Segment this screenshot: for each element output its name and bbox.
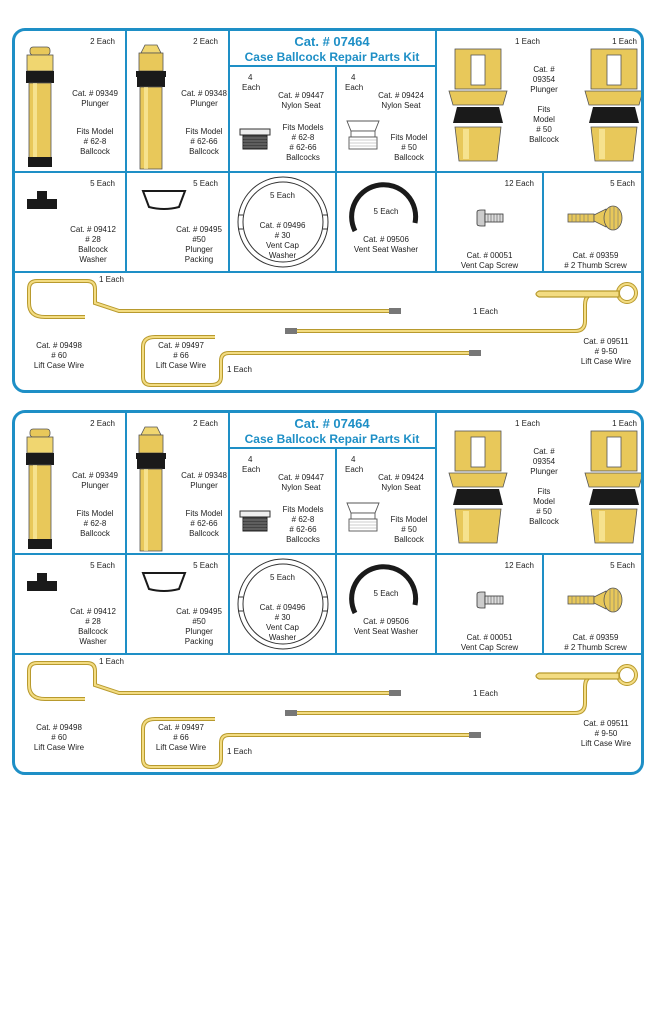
model-type: Ballcock [394, 535, 424, 544]
part-nylon-seat-09424 [337, 67, 435, 171]
quantity-label: 1 Each [515, 37, 540, 46]
packing-image [141, 571, 187, 593]
part-plunger-09354 [437, 413, 644, 553]
quantity-label: 1 Each [473, 307, 498, 316]
part-name: Ballcock [78, 627, 108, 636]
fits-label: Fits Model [76, 127, 114, 136]
size-number: #50 [192, 235, 206, 244]
lift-wire-image [15, 273, 644, 393]
fits-label: Fits Models [282, 123, 324, 132]
quantity-label: 5 Each [90, 179, 115, 188]
catalog-number: Cat. # 09447 [278, 473, 324, 482]
part-name: Plunger [81, 481, 109, 490]
size-number: # 30 [274, 613, 291, 622]
quantity-word: Each [242, 465, 261, 474]
quantity-number: 4 [351, 73, 356, 82]
catalog-number: Cat. # 00051 [466, 251, 513, 260]
plunger-image [23, 427, 57, 551]
size-number: # 9-50 [594, 347, 618, 356]
fits-label: Fits Model [390, 515, 428, 524]
kit-title: Case Ballcock Repair Parts Kit [244, 50, 420, 64]
catalog-number: Cat. # 09498 [36, 341, 82, 350]
model-number: # 50 [401, 143, 417, 152]
fits-label: Fits [537, 105, 551, 114]
part-lift-case-wires [15, 655, 644, 775]
size-number: # 30 [274, 231, 291, 240]
part-vent-cap-screw-00051 [437, 173, 542, 271]
part-plunger-09348 [127, 31, 228, 171]
plunger-image [23, 45, 57, 169]
part-thumb-screw-09359 [544, 173, 644, 271]
part-name: Nylon Seat [381, 101, 421, 110]
part-name: Vent Cap [266, 623, 299, 632]
quantity-label: 5 Each [610, 561, 635, 570]
part-name: # 2 Thumb Screw [564, 261, 627, 270]
quantity-label: 1 Each [99, 657, 124, 666]
fits-label: Fits [537, 487, 551, 496]
screw-image [475, 591, 505, 609]
washer-image [27, 573, 57, 593]
part-name: # 2 Thumb Screw [564, 643, 627, 652]
parts-kit-card [12, 410, 644, 775]
part-lift-case-wires [15, 273, 644, 393]
model-type: Ballcock [529, 517, 559, 526]
part-name: Nylon Seat [281, 483, 321, 492]
model-number: # 62-8 [83, 519, 107, 528]
part-name: Vent Cap Screw [460, 261, 519, 270]
part-name: Washer [79, 255, 107, 264]
size-number: # 28 [85, 235, 101, 244]
quantity-number: 4 [248, 73, 253, 82]
quantity-label: 5 Each [373, 589, 399, 598]
part-name: Packing [184, 637, 214, 646]
catalog-number: Cat. # 09511 [583, 719, 629, 728]
fits-label: Fits Model [185, 127, 223, 136]
catalog-number: Cat. # 09424 [378, 473, 424, 482]
catalog-number: Cat. # 09495 [176, 607, 222, 616]
nylon-seat-image [238, 509, 272, 533]
quantity-label: 1 Each [473, 689, 498, 698]
model-type: Ballcock [189, 147, 219, 156]
part-name: Lift Case Wire [155, 361, 207, 370]
plunger-image [133, 43, 169, 171]
part-name: Lift Case Wire [155, 743, 207, 752]
model-type: Ballcock [80, 529, 110, 538]
quantity-number: 4 [351, 455, 356, 464]
size-number: # 28 [85, 617, 101, 626]
catalog-number: Cat. # 09495 [176, 225, 222, 234]
size-number: # 60 [51, 351, 67, 360]
kit-title: Case Ballcock Repair Parts Kit [244, 432, 420, 446]
kit-catalog-number: Cat. # 07464 [294, 416, 370, 431]
size-number: # 66 [173, 351, 189, 360]
part-name: Plunger [190, 481, 218, 490]
fits-label: Fits Models [282, 505, 324, 514]
model-number: # 62-66 [289, 143, 317, 152]
catalog-number: Cat. # 09412 [70, 225, 116, 234]
catalog-number: Cat. # 09498 [36, 723, 82, 732]
quantity-label: 1 Each [515, 419, 540, 428]
part-name: Plunger [185, 245, 213, 254]
part-name: Washer [79, 637, 107, 646]
part-name: Vent Cap Screw [460, 643, 519, 652]
catalog-number: Cat. # 09412 [70, 607, 116, 616]
quantity-number: 4 [248, 455, 253, 464]
catalog-number: Cat. # 09506 [363, 617, 409, 626]
size-number: # 9-50 [594, 729, 618, 738]
fits-label: Fits Model [76, 509, 114, 518]
catalog-number: Cat. # 09511 [583, 337, 629, 346]
catalog-number: Cat. # 09359 [572, 633, 619, 642]
model-type: Ballcock [394, 153, 424, 162]
catalog-number: Cat. # [533, 65, 555, 74]
washer-image [27, 191, 57, 211]
model-type: Ballcock [529, 135, 559, 144]
catalog-number: 09354 [532, 75, 556, 84]
catalog-number: Cat. # 09348 [181, 471, 227, 480]
model-type: Ballcock [80, 147, 110, 156]
model-number: # 50 [536, 125, 552, 134]
fits-label: Model [533, 115, 555, 124]
part-vent-seat-washer-09506 [337, 555, 435, 653]
quantity-label: 5 Each [193, 561, 218, 570]
quantity-word: Each [345, 465, 364, 474]
part-vent-cap-washer-09496 [230, 173, 335, 271]
part-name: Plunger [190, 99, 218, 108]
plunger-image [447, 429, 509, 547]
quantity-label: 1 Each [99, 275, 124, 284]
quantity-label: 5 Each [193, 179, 218, 188]
catalog-number: Cat. # 09359 [572, 251, 619, 260]
plunger-image [447, 47, 509, 165]
part-vent-seat-washer-09506 [337, 173, 435, 271]
part-name: Ballcock [78, 245, 108, 254]
quantity-word: Each [242, 83, 261, 92]
model-number: # 62-66 [190, 519, 218, 528]
quantity-label: 5 Each [270, 573, 295, 582]
model-type: Ballcock [189, 529, 219, 538]
part-ballcock-washer-09412 [15, 555, 125, 653]
part-thumb-screw-09359 [544, 555, 644, 653]
catalog-number: Cat. # 00051 [466, 633, 513, 642]
quantity-label: 1 Each [612, 419, 637, 428]
part-name: Vent Cap [266, 241, 299, 250]
quantity-label: 2 Each [193, 37, 218, 46]
model-number: # 50 [401, 525, 417, 534]
quantity-word: Each [345, 83, 364, 92]
plunger-image [583, 429, 644, 547]
quantity-label: 5 Each [373, 207, 399, 216]
plunger-image [583, 47, 644, 165]
parts-kit-card [12, 28, 644, 393]
part-name: Nylon Seat [281, 101, 321, 110]
part-nylon-seat-09424 [337, 449, 435, 553]
quantity-label: 1 Each [612, 37, 637, 46]
size-number: # 66 [173, 733, 189, 742]
model-number: # 62-66 [289, 525, 317, 534]
catalog-number: Cat. # 09496 [259, 603, 306, 612]
model-number: # 62-8 [291, 515, 315, 524]
catalog-number: Cat. # 09497 [158, 723, 204, 732]
part-name: Washer [268, 633, 297, 642]
nylon-seat-image [343, 501, 383, 535]
part-plunger-packing-09495 [127, 173, 228, 271]
part-plunger-packing-09495 [127, 555, 228, 653]
kit-catalog-number: Cat. # 07464 [294, 34, 370, 49]
part-name: Packing [184, 255, 214, 264]
part-plunger-09354 [437, 31, 644, 171]
packing-image [141, 189, 187, 211]
part-name: Vent Seat Washer [353, 627, 419, 636]
fits-label: Fits Model [390, 133, 428, 142]
catalog-number: Cat. # 09424 [378, 91, 424, 100]
part-vent-cap-washer-09496 [230, 555, 335, 653]
part-ballcock-washer-09412 [15, 173, 125, 271]
catalog-number: Cat. # 09497 [158, 341, 204, 350]
catalog-number: Cat. # [533, 447, 555, 456]
quantity-label: 5 Each [270, 191, 295, 200]
catalog-number: Cat. # 09349 [72, 471, 118, 480]
part-name: Plunger [530, 467, 558, 476]
size-number: #50 [192, 617, 206, 626]
part-name: Lift Case Wire [580, 739, 632, 748]
catalog-number: Cat. # 09349 [72, 89, 118, 98]
quantity-label: 1 Each [227, 747, 252, 756]
catalog-number: 09354 [532, 457, 556, 466]
model-number: # 62-8 [291, 133, 315, 142]
thumb-screw-image [566, 205, 624, 231]
part-vent-cap-screw-00051 [437, 555, 542, 653]
part-name: Washer [268, 251, 297, 260]
fits-label: Model [533, 497, 555, 506]
quantity-label: 5 Each [610, 179, 635, 188]
part-name: Plunger [81, 99, 109, 108]
quantity-label: 2 Each [193, 419, 218, 428]
model-type: Ballcocks [286, 153, 320, 162]
lift-wire-image [15, 655, 644, 775]
nylon-seat-image [238, 127, 272, 151]
quantity-label: 12 Each [504, 179, 534, 188]
fits-label: Fits Model [185, 509, 223, 518]
nylon-seat-image [343, 119, 383, 153]
catalog-number: Cat. # 09506 [363, 235, 409, 244]
model-number: # 62-66 [190, 137, 218, 146]
quantity-label: 1 Each [227, 365, 252, 374]
plunger-image [133, 425, 169, 553]
catalog-number: Cat. # 09447 [278, 91, 324, 100]
part-nylon-seat-09447 [230, 67, 335, 171]
quantity-label: 5 Each [90, 561, 115, 570]
catalog-number: Cat. # 09496 [259, 221, 306, 230]
part-name: Lift Case Wire [580, 357, 632, 366]
quantity-label: 2 Each [90, 37, 115, 46]
part-plunger-09349 [15, 413, 125, 553]
part-name: Lift Case Wire [33, 361, 85, 370]
thumb-screw-image [566, 587, 624, 613]
part-plunger-09348 [127, 413, 228, 553]
size-number: # 60 [51, 733, 67, 742]
quantity-label: 2 Each [90, 419, 115, 428]
quantity-label: 12 Each [504, 561, 534, 570]
part-name: Vent Seat Washer [353, 245, 419, 254]
model-type: Ballcocks [286, 535, 320, 544]
part-plunger-09349 [15, 31, 125, 171]
part-name: Nylon Seat [381, 483, 421, 492]
part-name: Plunger [530, 85, 558, 94]
part-name: Lift Case Wire [33, 743, 85, 752]
catalog-number: Cat. # 09348 [181, 89, 227, 98]
model-number: # 50 [536, 507, 552, 516]
part-name: Plunger [185, 627, 213, 636]
part-nylon-seat-09447 [230, 449, 335, 553]
model-number: # 62-8 [83, 137, 107, 146]
screw-image [475, 209, 505, 227]
